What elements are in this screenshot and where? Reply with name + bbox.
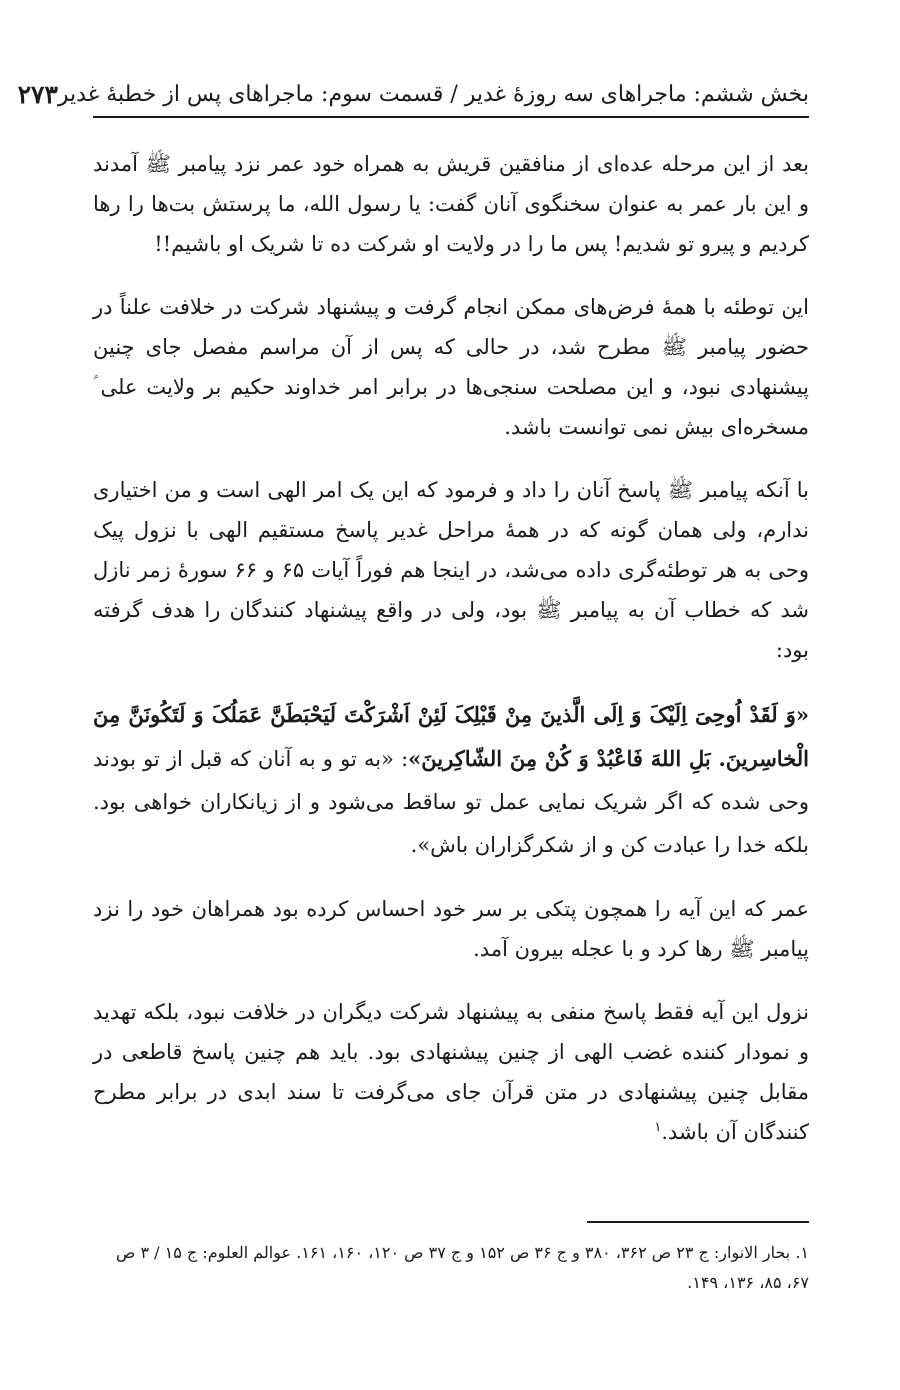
paragraph-1: بعد از این مرحله عده‌ای از منافقین قریش به همراه خود عمر نزد پیامبر ﷺ آمدند و این بار عمر به عنوان سخنگوی آنان گفت: یا رسول الله، ما پرستش بت‌ها را رها کردیم و پیرو تو شدیم! پس ما را در ولایت او شرکت ده تا شریک او باشیم!! xyxy=(93,152,809,256)
header-title: بخش ششم: ماجراهای سه روزهٔ غدیر / قسمت سوم: ماجراهای پس از خطبهٔ غدیر xyxy=(57,82,809,107)
paragraph-4-verse xyxy=(93,693,809,867)
paragraph-5: عمر که این آیه را همچون پتکی بر سر خود احساس کرده بود همراهان خود را نزد پیامبر ﷺ رها کرد و با عجله بیرون آمد. xyxy=(93,897,809,961)
footnotes xyxy=(93,1238,809,1298)
paragraph-3: با آنکه پیامبر ﷺ پاسخ آنان را داد و فرمود که این یک امر الهی است و من اختیاری ندارم، ولی همان گونه که در همهٔ مراحل غدیر پاسخ مستقیم الهی با نزول پیک وحی به هر توطئه‌گری داده می‌شد، در اینجا هم فوراً آیات ۶۵ و ۶۶ سورهٔ زمر نازل شد که خطاب آن به پیامبر ﷺ بود، ولی در واقع پیشنهاد کنندگان را هدف گرفته بود: xyxy=(93,478,809,662)
book-page xyxy=(17,0,809,1390)
header-rule xyxy=(93,116,809,118)
page-number: ۲۷۳ xyxy=(17,80,58,109)
paragraph-6-text: نزول این آیه فقط پاسخ منفی به پیشنهاد شرکت دیگران در خلافت نبود، بلکه تهدید و نمودار کننده غضب الهی از چنین پیشنهادی بود. باید هم چنین پاسخ قاطعی در مقابل چنین پیشنهادی در متن قرآن جای می‌گرفت تا سند ابدی در برابر مطرح کنندگان آن باشد. xyxy=(93,1000,809,1144)
paragraph-2: این توطئه با همهٔ فرض‌های ممکن انجام گرفت و پیشنهاد شرکت در خلافت علناً در حضور پیامبر ﷺ مطرح شد، در حالی که پس از آن مراسم مفصل جای چنین پیشنهادی نبود، و این مصلحت سنجی‌ها در برابر امر خداوند حکیم بر ولایت علی ؑ مسخره‌ای بیش نمی توانست باشد. xyxy=(93,295,809,439)
quran-verse: «وَ لَقَدْ اُوحِیَ اِلَیْکَ وَ اِلَی الَّذینَ مِنْ قَبْلِکَ لَئِنْ اَشْرَکْتَ لَیَحْبَطَنَّ عَمَلُکَ وَ لَتَکُونَنَّ مِنَ الْخاسِرینَ. بَلِ اللهَ فَاعْبُدْ وَ کُنْ مِنَ الشّاکِرینَ» xyxy=(93,702,809,771)
paragraph-6 xyxy=(93,992,809,1152)
footnote-reference[interactable]: ۱ xyxy=(654,1120,662,1135)
running-header xyxy=(17,66,809,110)
body-text xyxy=(93,144,809,1175)
verse-translation: : «به تو و به آنان که قبل از تو بودند وحی شده که اگر شریک نمایی عمل تو ساقط می‌شود و از زیانکاران خواهی بود. بلکه خدا را عبادت کن و از شکرگزاران باش». xyxy=(93,747,809,857)
footnote-1: ۱. بحار الانوار: ج ۲۳ ص ۳۶۲، ۳۸۰ و ج ۳۶ ص ۱۵۲ و ج ۳۷ ص ۱۲۰، ۱۶۰، ۱۶۱. عوالم العلوم: ج ۱۵ / ۳ ص ۶۷، ۸۵، ۱۳۶، ۱۴۹. xyxy=(116,1243,809,1292)
footnote-rule xyxy=(587,1221,809,1223)
